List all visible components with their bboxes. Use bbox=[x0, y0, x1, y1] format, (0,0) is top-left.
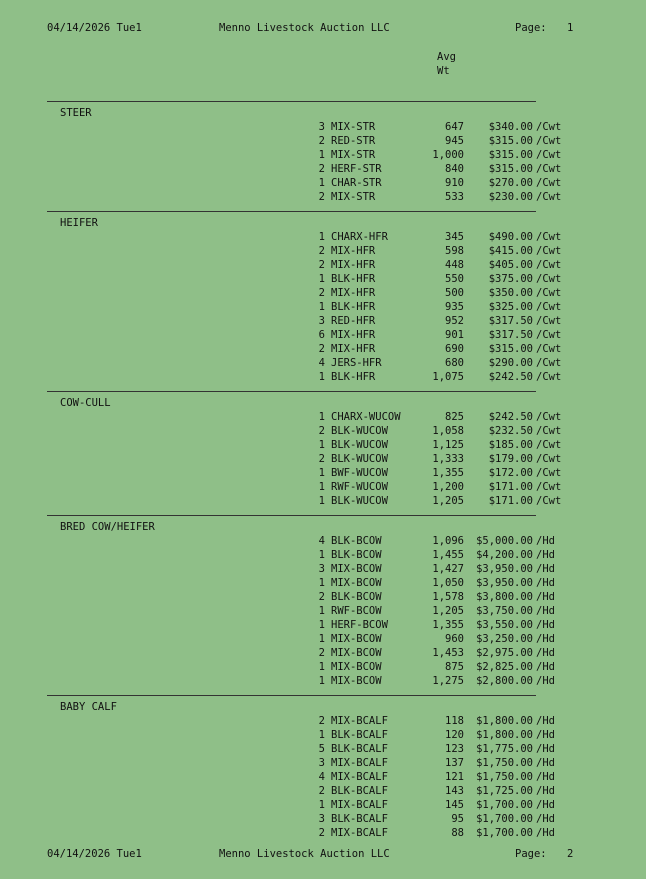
head-count: 2 bbox=[318, 343, 325, 355]
price: $3,550.00 bbox=[476, 619, 533, 631]
price-unit: /Cwt bbox=[536, 177, 562, 189]
description: RWF-WUCOW bbox=[331, 481, 388, 493]
price-unit: /Hd bbox=[536, 675, 555, 687]
lot-row bbox=[47, 424, 607, 438]
section-divider bbox=[47, 695, 536, 696]
price: $3,950.00 bbox=[476, 577, 533, 589]
price: $171.00 bbox=[488, 495, 533, 507]
price-unit: /Hd bbox=[536, 605, 555, 617]
lot-row bbox=[47, 370, 607, 384]
company-name: Menno Livestock Auction LLC bbox=[219, 22, 390, 34]
avg-weight: 945 bbox=[445, 135, 464, 147]
price-unit: /Hd bbox=[536, 535, 555, 547]
avg-weight: 1,096 bbox=[432, 535, 464, 547]
avg-weight: 1,125 bbox=[432, 439, 464, 451]
price-unit: /Cwt bbox=[536, 245, 562, 257]
avg-weight: 647 bbox=[445, 121, 464, 133]
avg-weight: 935 bbox=[445, 301, 464, 313]
avg-weight: 121 bbox=[445, 771, 464, 783]
lot-row bbox=[47, 798, 607, 812]
price-unit: /Cwt bbox=[536, 163, 562, 175]
avg-weight: 120 bbox=[445, 729, 464, 741]
price: $1,750.00 bbox=[476, 771, 533, 783]
section-heading: BRED COW/HEIFER bbox=[60, 521, 155, 533]
price: $340.00 bbox=[488, 121, 533, 133]
lot-row bbox=[47, 812, 607, 826]
description: BLK-BCALF bbox=[331, 785, 388, 797]
avg-weight: 448 bbox=[445, 259, 464, 271]
description: MIX-BCOW bbox=[331, 647, 382, 659]
lot-row bbox=[47, 314, 607, 328]
head-count: 1 bbox=[318, 729, 325, 741]
avg-weight: 1,427 bbox=[432, 563, 464, 575]
lot-row bbox=[47, 728, 607, 742]
avg-header-line1: Avg bbox=[437, 51, 456, 63]
lot-row bbox=[47, 272, 607, 286]
lot-row bbox=[47, 756, 607, 770]
head-count: 1 bbox=[318, 467, 325, 479]
head-count: 1 bbox=[318, 495, 325, 507]
description: BLK-WUCOW bbox=[331, 495, 388, 507]
head-count: 1 bbox=[318, 619, 325, 631]
lot-row bbox=[47, 826, 607, 840]
avg-weight-column-header bbox=[437, 50, 456, 78]
section-divider bbox=[47, 515, 536, 516]
price: $270.00 bbox=[488, 177, 533, 189]
lot-row bbox=[47, 328, 607, 342]
description: BLK-WUCOW bbox=[331, 425, 388, 437]
report-footer bbox=[47, 848, 607, 862]
avg-weight: 118 bbox=[445, 715, 464, 727]
price-unit: /Cwt bbox=[536, 467, 562, 479]
price: $2,975.00 bbox=[476, 647, 533, 659]
avg-weight: 550 bbox=[445, 273, 464, 285]
head-count: 1 bbox=[318, 231, 325, 243]
head-count: 5 bbox=[318, 743, 325, 755]
price: $3,750.00 bbox=[476, 605, 533, 617]
avg-weight: 1,205 bbox=[432, 605, 464, 617]
price: $315.00 bbox=[488, 135, 533, 147]
avg-weight: 901 bbox=[445, 329, 464, 341]
avg-weight: 840 bbox=[445, 163, 464, 175]
head-count: 2 bbox=[318, 715, 325, 727]
head-count: 1 bbox=[318, 481, 325, 493]
head-count: 1 bbox=[318, 577, 325, 589]
head-count: 4 bbox=[318, 771, 325, 783]
price: $3,800.00 bbox=[476, 591, 533, 603]
avg-weight: 1,275 bbox=[432, 675, 464, 687]
price-unit: /Hd bbox=[536, 549, 555, 561]
price: $317.50 bbox=[488, 329, 533, 341]
description: MIX-HFR bbox=[331, 329, 376, 341]
lot-row bbox=[47, 770, 607, 784]
avg-weight: 1,205 bbox=[432, 495, 464, 507]
avg-weight: 1,455 bbox=[432, 549, 464, 561]
lot-row bbox=[47, 162, 607, 176]
section-heading: STEER bbox=[60, 107, 92, 119]
head-count: 1 bbox=[318, 411, 325, 423]
description: MIX-BCALF bbox=[331, 799, 388, 811]
avg-weight: 145 bbox=[445, 799, 464, 811]
price: $317.50 bbox=[488, 315, 533, 327]
price: $375.00 bbox=[488, 273, 533, 285]
head-count: 2 bbox=[318, 647, 325, 659]
price: $490.00 bbox=[488, 231, 533, 243]
report-body bbox=[47, 94, 607, 840]
price: $315.00 bbox=[488, 343, 533, 355]
description: BLK-BCALF bbox=[331, 729, 388, 741]
price-unit: /Cwt bbox=[536, 453, 562, 465]
price-unit: /Cwt bbox=[536, 135, 562, 147]
head-count: 1 bbox=[318, 661, 325, 673]
price: $242.50 bbox=[488, 411, 533, 423]
description: JERS-HFR bbox=[331, 357, 382, 369]
page-label: Page: bbox=[515, 22, 547, 34]
price: $172.00 bbox=[488, 467, 533, 479]
avg-weight: 1,355 bbox=[432, 467, 464, 479]
price-unit: /Cwt bbox=[536, 191, 562, 203]
avg-weight: 1,050 bbox=[432, 577, 464, 589]
head-count: 1 bbox=[318, 549, 325, 561]
lot-row bbox=[47, 120, 607, 134]
price: $3,250.00 bbox=[476, 633, 533, 645]
price-unit: /Hd bbox=[536, 661, 555, 673]
price-unit: /Cwt bbox=[536, 149, 562, 161]
head-count: 2 bbox=[318, 287, 325, 299]
head-count: 2 bbox=[318, 135, 325, 147]
description: MIX-HFR bbox=[331, 343, 376, 355]
head-count: 1 bbox=[318, 605, 325, 617]
price: $242.50 bbox=[488, 371, 533, 383]
avg-header-line2: Wt bbox=[437, 65, 450, 77]
price-unit: /Cwt bbox=[536, 357, 562, 369]
lot-row bbox=[47, 494, 607, 508]
price: $350.00 bbox=[488, 287, 533, 299]
head-count: 3 bbox=[318, 813, 325, 825]
section-divider bbox=[47, 211, 536, 212]
lot-row bbox=[47, 618, 607, 632]
price-unit: /Cwt bbox=[536, 425, 562, 437]
price: $1,775.00 bbox=[476, 743, 533, 755]
price: $232.50 bbox=[488, 425, 533, 437]
lot-row bbox=[47, 590, 607, 604]
lot-row bbox=[47, 548, 607, 562]
price-unit: /Hd bbox=[536, 647, 555, 659]
head-count: 2 bbox=[318, 453, 325, 465]
avg-weight: 952 bbox=[445, 315, 464, 327]
avg-weight: 680 bbox=[445, 357, 464, 369]
lot-row bbox=[47, 534, 607, 548]
description: MIX-HFR bbox=[331, 259, 376, 271]
price: $4,200.00 bbox=[476, 549, 533, 561]
head-count: 1 bbox=[318, 177, 325, 189]
description: MIX-STR bbox=[331, 149, 376, 161]
lot-row bbox=[47, 134, 607, 148]
price-unit: /Cwt bbox=[536, 273, 562, 285]
head-count: 6 bbox=[318, 329, 325, 341]
lot-row bbox=[47, 258, 607, 272]
price-unit: /Hd bbox=[536, 799, 555, 811]
price-unit: /Hd bbox=[536, 785, 555, 797]
price-unit: /Hd bbox=[536, 633, 555, 645]
price-unit: /Cwt bbox=[536, 315, 562, 327]
head-count: 2 bbox=[318, 591, 325, 603]
lot-row bbox=[47, 300, 607, 314]
avg-weight: 598 bbox=[445, 245, 464, 257]
lot-row bbox=[47, 190, 607, 204]
lot-row bbox=[47, 286, 607, 300]
price-unit: /Hd bbox=[536, 743, 555, 755]
price-unit: /Hd bbox=[536, 813, 555, 825]
head-count: 1 bbox=[318, 675, 325, 687]
price-unit: /Hd bbox=[536, 577, 555, 589]
description: MIX-BCALF bbox=[331, 827, 388, 839]
price-unit: /Cwt bbox=[536, 439, 562, 451]
description: CHARX-WUCOW bbox=[331, 411, 401, 423]
section-bred-cow-heifer bbox=[47, 515, 607, 688]
section-cow-cull bbox=[47, 391, 607, 508]
description: MIX-STR bbox=[331, 191, 376, 203]
avg-weight: 825 bbox=[445, 411, 464, 423]
head-count: 1 bbox=[318, 799, 325, 811]
lot-row bbox=[47, 356, 607, 370]
lot-row bbox=[47, 576, 607, 590]
description: RED-HFR bbox=[331, 315, 376, 327]
description: HERF-BCOW bbox=[331, 619, 388, 631]
avg-weight: 143 bbox=[445, 785, 464, 797]
lot-row bbox=[47, 660, 607, 674]
head-count: 1 bbox=[318, 633, 325, 645]
lot-row bbox=[47, 480, 607, 494]
section-heading: HEIFER bbox=[60, 217, 98, 229]
description: CHAR-STR bbox=[331, 177, 382, 189]
price-unit: /Cwt bbox=[536, 231, 562, 243]
description: MIX-BCALF bbox=[331, 757, 388, 769]
lot-row bbox=[47, 784, 607, 798]
price: $315.00 bbox=[488, 163, 533, 175]
footer-page-number: 2 bbox=[567, 848, 574, 860]
head-count: 2 bbox=[318, 425, 325, 437]
lot-row bbox=[47, 342, 607, 356]
head-count: 2 bbox=[318, 245, 325, 257]
price-unit: /Hd bbox=[536, 619, 555, 631]
description: CHARX-HFR bbox=[331, 231, 388, 243]
price: $1,750.00 bbox=[476, 757, 533, 769]
footer-company-name: Menno Livestock Auction LLC bbox=[219, 848, 390, 860]
avg-weight: 1,355 bbox=[432, 619, 464, 631]
price-unit: /Hd bbox=[536, 591, 555, 603]
section-steer bbox=[47, 101, 607, 204]
description: BWF-WUCOW bbox=[331, 467, 388, 479]
description: MIX-HFR bbox=[331, 287, 376, 299]
avg-weight: 1,578 bbox=[432, 591, 464, 603]
price-unit: /Hd bbox=[536, 771, 555, 783]
lot-row bbox=[47, 438, 607, 452]
price: $415.00 bbox=[488, 245, 533, 257]
lot-row bbox=[47, 148, 607, 162]
avg-weight: 960 bbox=[445, 633, 464, 645]
lot-row bbox=[47, 674, 607, 688]
head-count: 1 bbox=[318, 439, 325, 451]
price: $405.00 bbox=[488, 259, 533, 271]
head-count: 1 bbox=[318, 301, 325, 313]
price: $5,000.00 bbox=[476, 535, 533, 547]
price: $179.00 bbox=[488, 453, 533, 465]
head-count: 3 bbox=[318, 121, 325, 133]
avg-weight: 1,075 bbox=[432, 371, 464, 383]
avg-weight: 1,000 bbox=[432, 149, 464, 161]
lot-row bbox=[47, 604, 607, 618]
price: $1,700.00 bbox=[476, 827, 533, 839]
avg-weight: 875 bbox=[445, 661, 464, 673]
lot-row bbox=[47, 562, 607, 576]
lot-row bbox=[47, 632, 607, 646]
lot-row bbox=[47, 742, 607, 756]
price-unit: /Cwt bbox=[536, 371, 562, 383]
price: $185.00 bbox=[488, 439, 533, 451]
description: BLK-BCALF bbox=[331, 813, 388, 825]
head-count: 2 bbox=[318, 785, 325, 797]
price-unit: /Hd bbox=[536, 715, 555, 727]
page-number: 1 bbox=[567, 22, 574, 34]
price-unit: /Cwt bbox=[536, 411, 562, 423]
section-heading: COW-CULL bbox=[60, 397, 111, 409]
description: RWF-BCOW bbox=[331, 605, 382, 617]
report-date: 04/14/2026 Tue1 bbox=[47, 22, 142, 34]
head-count: 4 bbox=[318, 535, 325, 547]
description: BLK-HFR bbox=[331, 371, 376, 383]
section-baby-calf bbox=[47, 695, 607, 840]
price-unit: /Hd bbox=[536, 757, 555, 769]
description: BLK-WUCOW bbox=[331, 453, 388, 465]
section-divider bbox=[47, 391, 536, 392]
description: RED-STR bbox=[331, 135, 376, 147]
description: MIX-BCOW bbox=[331, 675, 382, 687]
description: MIX-BCOW bbox=[331, 563, 382, 575]
description: BLK-BCOW bbox=[331, 535, 382, 547]
head-count: 3 bbox=[318, 315, 325, 327]
section-heifer bbox=[47, 211, 607, 384]
head-count: 3 bbox=[318, 563, 325, 575]
avg-weight: 1,200 bbox=[432, 481, 464, 493]
head-count: 1 bbox=[318, 273, 325, 285]
head-count: 1 bbox=[318, 371, 325, 383]
price-unit: /Cwt bbox=[536, 121, 562, 133]
footer-page-label: Page: bbox=[515, 848, 547, 860]
lot-row bbox=[47, 230, 607, 244]
price: $1,800.00 bbox=[476, 729, 533, 741]
description: MIX-BCALF bbox=[331, 771, 388, 783]
avg-weight: 88 bbox=[451, 827, 464, 839]
price: $1,700.00 bbox=[476, 813, 533, 825]
price: $2,800.00 bbox=[476, 675, 533, 687]
price: $230.00 bbox=[488, 191, 533, 203]
price-unit: /Hd bbox=[536, 729, 555, 741]
lot-row bbox=[47, 452, 607, 466]
price-unit: /Cwt bbox=[536, 301, 562, 313]
description: MIX-BCOW bbox=[331, 661, 382, 673]
avg-weight: 123 bbox=[445, 743, 464, 755]
description: MIX-BCALF bbox=[331, 715, 388, 727]
price: $2,825.00 bbox=[476, 661, 533, 673]
price-unit: /Hd bbox=[536, 827, 555, 839]
price: $171.00 bbox=[488, 481, 533, 493]
report-header bbox=[47, 22, 607, 36]
description: BLK-BCOW bbox=[331, 591, 382, 603]
price-unit: /Cwt bbox=[536, 495, 562, 507]
price: $325.00 bbox=[488, 301, 533, 313]
head-count: 2 bbox=[318, 163, 325, 175]
avg-weight: 1,058 bbox=[432, 425, 464, 437]
price: $290.00 bbox=[488, 357, 533, 369]
lot-row bbox=[47, 466, 607, 480]
avg-weight: 533 bbox=[445, 191, 464, 203]
description: MIX-BCOW bbox=[331, 577, 382, 589]
lot-row bbox=[47, 410, 607, 424]
avg-weight: 500 bbox=[445, 287, 464, 299]
description: BLK-WUCOW bbox=[331, 439, 388, 451]
price-unit: /Cwt bbox=[536, 329, 562, 341]
avg-weight: 1,453 bbox=[432, 647, 464, 659]
head-count: 4 bbox=[318, 357, 325, 369]
head-count: 3 bbox=[318, 757, 325, 769]
price-unit: /Cwt bbox=[536, 259, 562, 271]
avg-weight: 910 bbox=[445, 177, 464, 189]
description: BLK-HFR bbox=[331, 273, 376, 285]
price-unit: /Hd bbox=[536, 563, 555, 575]
avg-weight: 690 bbox=[445, 343, 464, 355]
price: $1,800.00 bbox=[476, 715, 533, 727]
price: $315.00 bbox=[488, 149, 533, 161]
head-count: 1 bbox=[318, 149, 325, 161]
head-count: 2 bbox=[318, 191, 325, 203]
description: BLK-BCOW bbox=[331, 549, 382, 561]
description: BLK-HFR bbox=[331, 301, 376, 313]
price-unit: /Cwt bbox=[536, 481, 562, 493]
head-count: 2 bbox=[318, 259, 325, 271]
description: BLK-BCALF bbox=[331, 743, 388, 755]
price: $1,700.00 bbox=[476, 799, 533, 811]
price: $1,725.00 bbox=[476, 785, 533, 797]
lot-row bbox=[47, 646, 607, 660]
avg-weight: 137 bbox=[445, 757, 464, 769]
section-divider bbox=[47, 101, 536, 102]
section-heading: BABY CALF bbox=[60, 701, 117, 713]
lot-row bbox=[47, 176, 607, 190]
avg-weight: 95 bbox=[451, 813, 464, 825]
avg-weight: 345 bbox=[445, 231, 464, 243]
description: HERF-STR bbox=[331, 163, 382, 175]
lot-row bbox=[47, 714, 607, 728]
price: $3,950.00 bbox=[476, 563, 533, 575]
price-unit: /Cwt bbox=[536, 287, 562, 299]
price-unit: /Cwt bbox=[536, 343, 562, 355]
description: MIX-BCOW bbox=[331, 633, 382, 645]
description: MIX-HFR bbox=[331, 245, 376, 257]
lot-row bbox=[47, 244, 607, 258]
footer-date: 04/14/2026 Tue1 bbox=[47, 848, 142, 860]
description: MIX-STR bbox=[331, 121, 376, 133]
head-count: 2 bbox=[318, 827, 325, 839]
avg-weight: 1,333 bbox=[432, 453, 464, 465]
